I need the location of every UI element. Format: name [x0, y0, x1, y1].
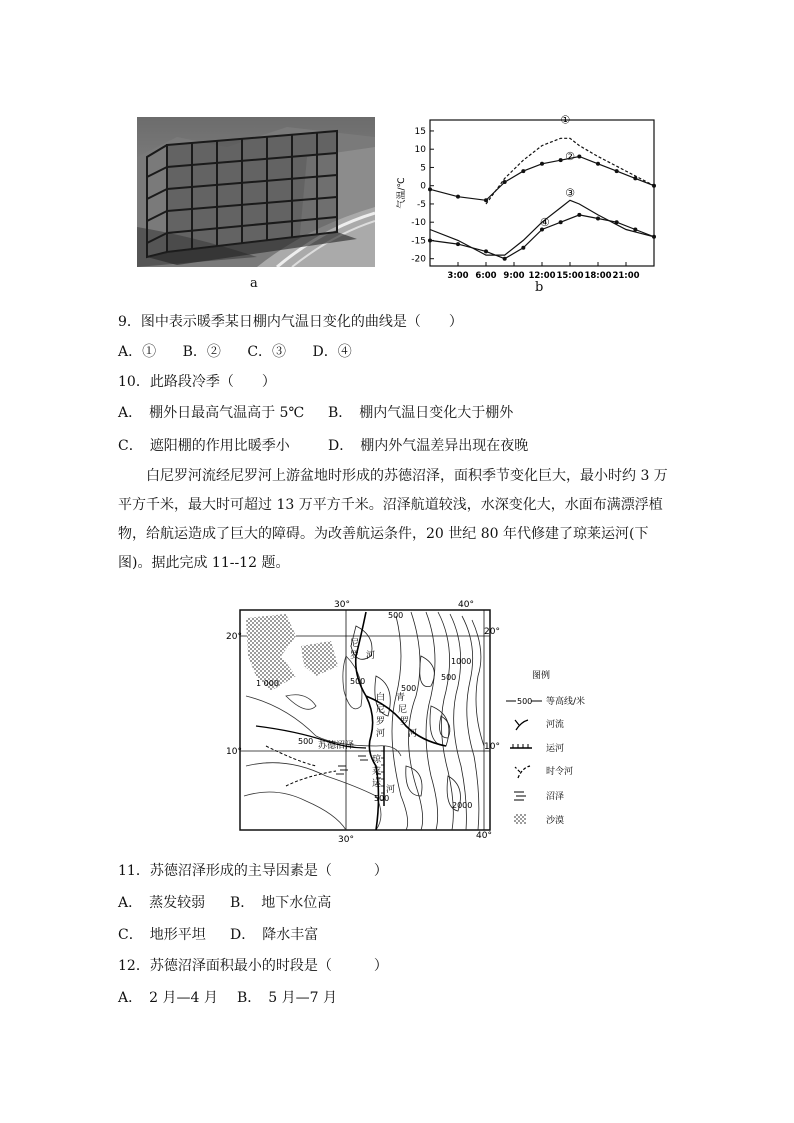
data-point [559, 158, 563, 162]
q10-option-a[interactable]: A． 棚外日最高气温高于 5℃ [118, 405, 305, 421]
q9-option-b[interactable]: B．② [182, 344, 221, 360]
legend-title: 图例 [532, 671, 551, 681]
chart-label: b [535, 280, 544, 295]
contour-500-mid: 500 [350, 677, 366, 686]
q12-option-b[interactable]: B． 5 月—7 月 [237, 990, 338, 1006]
data-point [615, 169, 619, 173]
x-tick-label: 21:00 [612, 271, 640, 281]
y-tick-label: -20 [411, 254, 426, 265]
q9-option-d[interactable]: D．④ [312, 344, 352, 360]
blue-nile-4: 河 [408, 729, 418, 739]
y-tick-label: -5 [417, 199, 426, 210]
legend-canal-label: 运河 [546, 744, 565, 754]
y-tick-label: -15 [411, 236, 426, 247]
nile-label-3: 河 [366, 651, 376, 661]
data-point [633, 176, 637, 180]
q12-option-a[interactable]: A． 2 月—4 月 [118, 990, 218, 1006]
series-label: ④ [539, 215, 550, 229]
contour-500-a: 500 [401, 684, 417, 693]
canal-3: 运 [372, 779, 382, 789]
contour-500-bottom: 500 [374, 794, 390, 803]
data-point [596, 217, 600, 221]
legend-canal [510, 743, 564, 754]
q11-option-c[interactable]: C． 地形平坦 [118, 927, 206, 943]
q11-option-d[interactable]: D． 降水丰富 [230, 927, 319, 943]
data-point [484, 198, 488, 202]
blue-nile-3: 罗 [400, 717, 410, 727]
photo-label: a [250, 276, 258, 291]
passage: 白尼罗河流经尼罗河上游盆地时形成的苏德沼泽，面积季节变化巨大，最小时约 3 万平方千米，最大时可超过 13 万平方千米。沼泽航道较浅，水深变化大，水面布满漂浮植物，给航运造成了巨大的障碍。为改善航运条件，20 世纪 80 年代修建了琼莱运河(下图)。据此完成 11--12 题。 [118, 468, 668, 571]
series-label: ③ [565, 186, 575, 200]
legend-contour-value: 500 [517, 697, 533, 706]
q10-option-c[interactable]: C． 遮阳棚的作用比暖季小 [118, 438, 290, 454]
y-axis-label: 气温/℃ [397, 177, 407, 209]
data-point [484, 249, 488, 253]
data-point [521, 169, 525, 173]
data-point [577, 155, 581, 159]
lat-right-bottom: 10° [484, 742, 500, 752]
data-point [503, 257, 507, 261]
q11-option-b[interactable]: B． 地下水位高 [230, 895, 332, 911]
data-point [596, 162, 600, 166]
series-label: ② [565, 150, 575, 164]
q9-options [118, 342, 352, 362]
data-point [503, 180, 507, 184]
data-point [577, 213, 581, 217]
lon-top-right: 40° [458, 600, 474, 610]
data-point [559, 220, 563, 224]
x-tick-label: 15:00 [556, 271, 584, 281]
white-nile-4: 河 [376, 729, 386, 739]
shade-shed-photo [137, 117, 375, 267]
y-tick-label: -10 [411, 218, 426, 229]
q9-option-a[interactable]: A．① [118, 344, 157, 360]
blue-nile-1: 青 [396, 693, 406, 703]
white-nile-3: 罗 [376, 717, 386, 727]
data-point [428, 187, 432, 191]
nile-label-2: 罗 [350, 651, 360, 661]
data-point [615, 220, 619, 224]
temperature-chart-svg [392, 112, 668, 288]
x-tick-label: 18:00 [584, 271, 612, 281]
legend-contour-label: 等高线/米 [546, 697, 586, 707]
x-tick-label: 3:00 [447, 271, 469, 281]
x-tick-label: 6:00 [475, 271, 497, 281]
data-point [652, 235, 656, 239]
sudd-map [226, 596, 596, 846]
x-tick-label: 9:00 [503, 271, 525, 281]
contour-2000: 2000 [452, 801, 473, 810]
lat-left-top: 20° [226, 632, 242, 642]
lat-left-bottom: 10° [226, 747, 242, 757]
canal-4: 河 [386, 785, 396, 795]
canal-2: 莱 [372, 767, 382, 777]
q9-option-c[interactable]: C．③ [247, 344, 287, 360]
q10-stem: 10．此路段冷季（ ） [118, 374, 276, 390]
legend-river [515, 718, 564, 730]
contour-1000-right: 1000 [451, 657, 472, 666]
data-point [428, 238, 432, 242]
white-nile-2: 尼 [376, 705, 386, 715]
contour-500-top: 500 [388, 611, 404, 620]
series-label: ① [560, 113, 571, 127]
nile-label-1: 尼 [350, 639, 360, 649]
contour-500-left: 500 [298, 737, 314, 746]
white-nile-1: 白 [376, 693, 386, 703]
data-point [633, 228, 637, 232]
legend-contour [506, 695, 585, 707]
contour-1000-left: 1 000 [256, 679, 279, 688]
data-point [652, 184, 656, 188]
sudd-label: 苏德沼泽 [318, 741, 355, 751]
lon-bottom-left: 30° [338, 835, 354, 845]
q10-option-d[interactable]: D． 棚内外气温差异出现在夜晚 [328, 438, 529, 454]
legend-swamp [514, 791, 564, 802]
q11-option-a[interactable]: A． 蒸发较弱 [118, 895, 206, 911]
q9-stem: 9．图中表示暖季某日棚内气温日变化的曲线是（ ） [118, 314, 463, 330]
q11-stem: 11．苏德沼泽形成的主导因素是（ ） [118, 863, 388, 879]
lat-right-top: 20° [484, 627, 500, 637]
lon-top-left: 30° [334, 600, 350, 610]
blue-nile-2: 尼 [398, 705, 408, 715]
y-tick-label: 0 [420, 181, 426, 192]
legend-desert-label: 沙漠 [546, 816, 565, 826]
y-tick-label: 5 [420, 163, 426, 174]
contour-500-b: 500 [441, 673, 457, 682]
data-point [456, 242, 460, 246]
legend-swamp-label: 沼泽 [546, 792, 565, 802]
plot-frame [430, 120, 654, 266]
legend-desert [514, 814, 564, 826]
canal-1: 琼 [372, 755, 382, 765]
data-point [540, 162, 544, 166]
y-tick-label: 10 [414, 145, 426, 156]
legend-seasonal-river [515, 765, 573, 778]
sudd-map-svg [226, 596, 596, 846]
data-point [456, 195, 460, 199]
data-point [521, 246, 525, 250]
legend-seasonal-label: 时令河 [546, 767, 574, 777]
x-tick-label: 12:00 [528, 271, 556, 281]
legend-river-label: 河流 [546, 720, 565, 730]
lon-bottom-right: 40° [476, 831, 492, 841]
q10-option-b[interactable]: B． 棚内气温日变化大于棚外 [328, 405, 514, 421]
y-tick-label: 15 [414, 126, 426, 137]
photo-a [137, 117, 375, 267]
q12-stem: 12．苏德沼泽面积最小的时段是（ ） [118, 958, 388, 974]
temperature-chart [392, 112, 668, 288]
